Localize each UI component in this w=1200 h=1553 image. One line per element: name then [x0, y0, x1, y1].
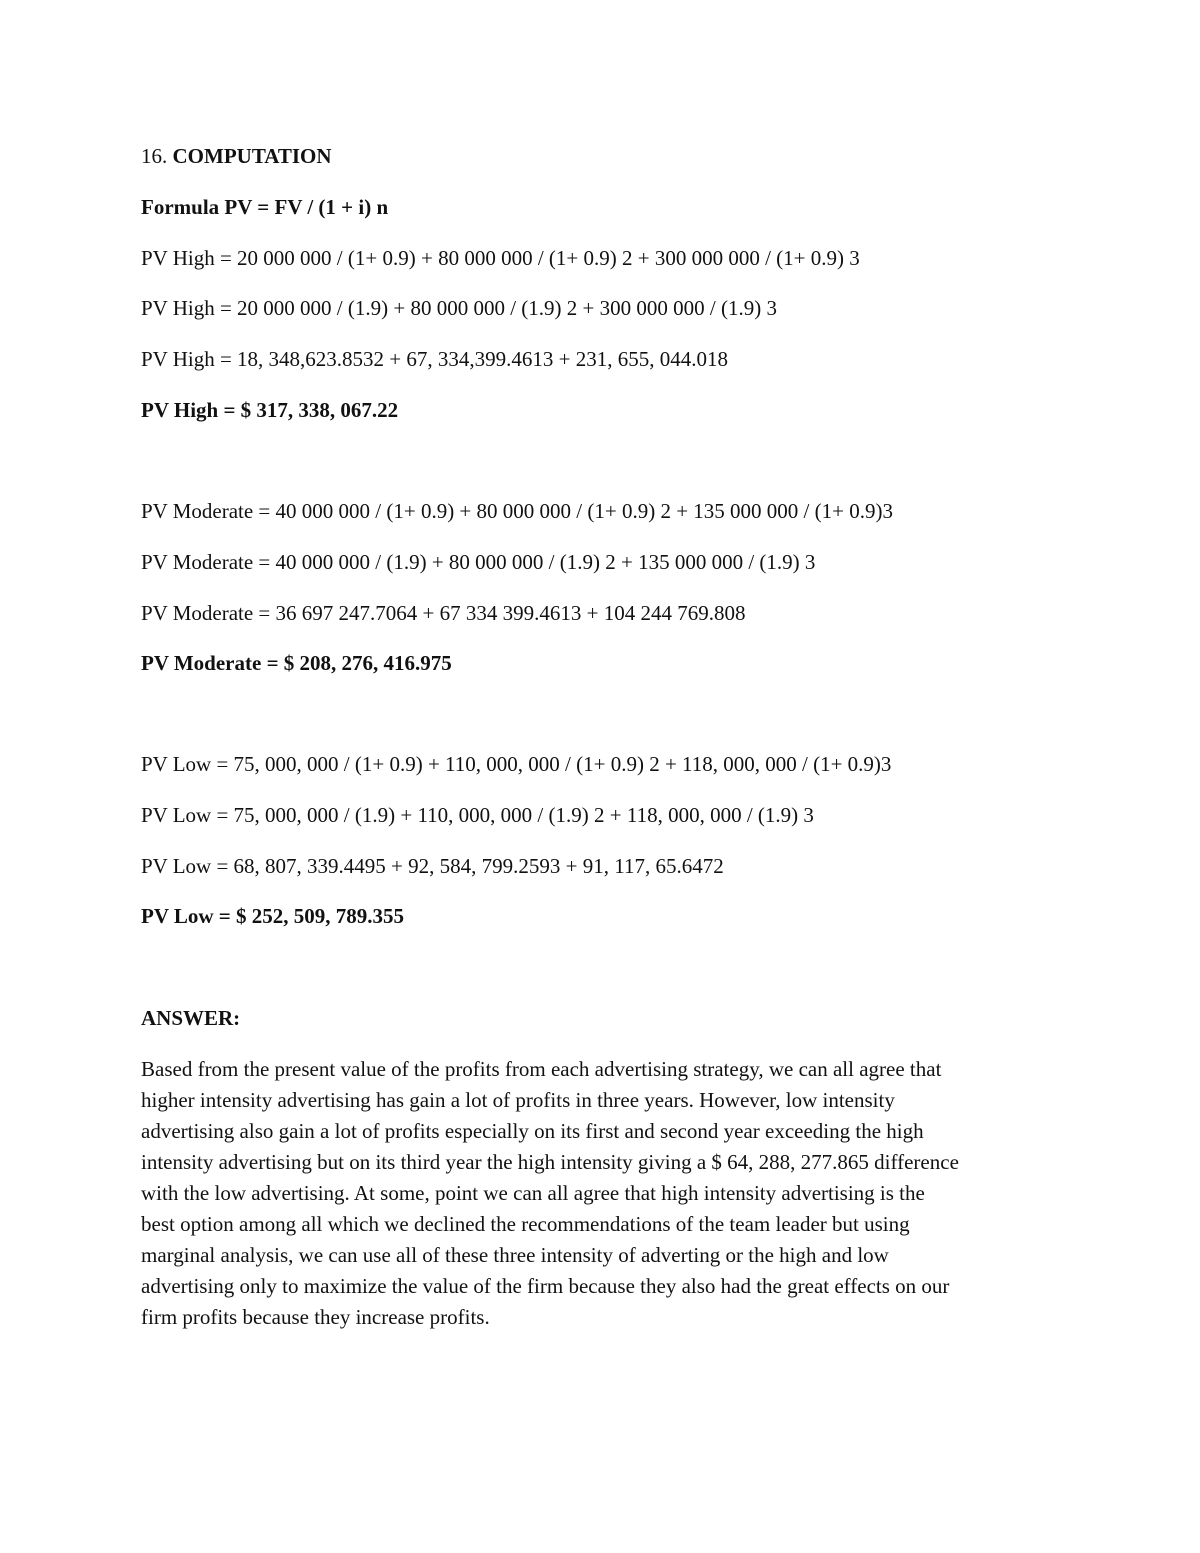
answer-paragraph	[141, 1054, 1066, 1333]
answer-line: with the low advertising. At some, point we can all agree that high intensity advertising is the	[141, 1181, 925, 1205]
pv-moderate-line-3: PV Moderate = 36 697 247.7064 + 67 334 399.4613 + 104 244 769.808	[141, 601, 746, 625]
pv-moderate-result: PV Moderate = $ 208, 276, 416.975	[141, 651, 452, 675]
answer-line: higher intensity advertising has gain a lot of profits in three years. However, low intensity	[141, 1088, 895, 1112]
section-number: 16.	[141, 144, 168, 168]
answer-line: Based from the present value of the profits from each advertising strategy, we can all agree that	[141, 1057, 942, 1081]
answer-line: best option among all which we declined the recommendations of the team leader but using	[141, 1212, 910, 1236]
answer-line: advertising only to maximize the value of the firm because they also had the great effects on our	[141, 1274, 950, 1298]
section-title: COMPUTATION	[172, 144, 332, 168]
pv-high-line-2: PV High = 20 000 000 / (1.9) + 80 000 000 / (1.9) 2 + 300 000 000 / (1.9) 3	[141, 296, 777, 320]
pv-low-line-2: PV Low = 75, 000, 000 / (1.9) + 110, 000, 000 / (1.9) 2 + 118, 000, 000 / (1.9) 3	[141, 803, 814, 827]
pv-moderate-line-1: PV Moderate = 40 000 000 / (1+ 0.9) + 80 000 000 / (1+ 0.9) 2 + 135 000 000 / (1+ 0.9)3	[141, 499, 893, 523]
pv-low-line-3: PV Low = 68, 807, 339.4495 + 92, 584, 799.2593 + 91, 117, 65.6472	[141, 854, 724, 878]
pv-high-result: PV High = $ 317, 338, 067.22	[141, 398, 399, 422]
pv-low-line-1: PV Low = 75, 000, 000 / (1+ 0.9) + 110, 000, 000 / (1+ 0.9) 2 + 118, 000, 000 / (1+ 0.9)3	[141, 752, 892, 776]
section-heading	[141, 143, 332, 169]
pv-high-line-3: PV High = 18, 348,623.8532 + 67, 334,399.4613 + 231, 655, 044.018	[141, 347, 728, 371]
answer-line: advertising also gain a lot of profits especially on its first and second year exceeding the high	[141, 1119, 924, 1143]
pv-low-result: PV Low = $ 252, 509, 789.355	[141, 904, 405, 928]
formula-line: Formula PV = FV / (1 + i) n	[141, 195, 389, 219]
answer-label: ANSWER:	[141, 1006, 241, 1030]
pv-moderate-line-2: PV Moderate = 40 000 000 / (1.9) + 80 000 000 / (1.9) 2 + 135 000 000 / (1.9) 3	[141, 550, 816, 574]
answer-line: marginal analysis, we can use all of these three intensity of adverting or the high and low	[141, 1243, 889, 1267]
answer-line: intensity advertising but on its third year the high intensity giving a $ 64, 288, 277.865 difference	[141, 1150, 959, 1174]
pv-high-line-1: PV High = 20 000 000 / (1+ 0.9) + 80 000 000 / (1+ 0.9) 2 + 300 000 000 / (1+ 0.9) 3	[141, 246, 860, 270]
answer-line: firm profits because they increase profits.	[141, 1305, 490, 1329]
